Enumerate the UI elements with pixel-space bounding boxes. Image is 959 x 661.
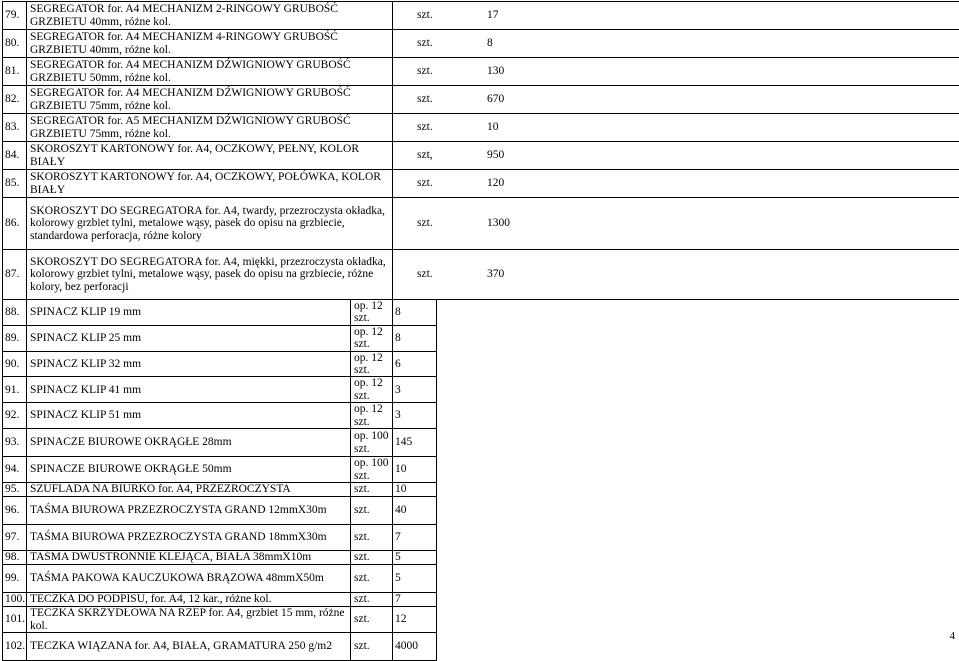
unit: szt.: [351, 551, 393, 565]
quantity: 370: [487, 268, 504, 280]
row-number: 89.: [3, 325, 27, 351]
quantity: 5: [393, 551, 437, 565]
blank-area: [437, 593, 943, 607]
row-number: 97.: [3, 525, 27, 551]
item-name: SPINACZ KLIP 41 mm: [27, 377, 351, 403]
quantity: 17: [487, 9, 499, 21]
unit: szt.: [417, 37, 487, 49]
item-name: SEGREGATOR for. A4 MECHANIZM 4-RINGOWY GRUBOŚĆ GRZBIETU 40mm, różne kol.: [27, 30, 393, 58]
blank-area: [437, 325, 943, 351]
unit: szt.: [417, 93, 487, 105]
blank-area: [437, 377, 943, 403]
blank-area: [437, 483, 943, 497]
table-row: [3, 525, 959, 551]
unit: op. 100 szt.: [351, 429, 393, 457]
unit-and-quantity: [393, 30, 959, 58]
quantity: 1300: [487, 217, 510, 229]
row-number: 88.: [3, 300, 27, 326]
table-row: [3, 607, 959, 633]
unit-and-quantity: [393, 2, 959, 30]
unit: op. 12 szt.: [351, 403, 393, 429]
item-name: SEGREGATOR for. A4 MECHANIZM DŹWIGNIOWY GRUBOŚĆ GRZBIETU 75mm, różne kol.: [27, 86, 393, 114]
item-name: TAŚMA BIUROWA PRZEZROCZYSTA GRAND 18mmX30m: [27, 525, 351, 551]
quantity: 10: [393, 457, 437, 483]
row-number: 85.: [3, 170, 27, 198]
item-name: SPINACZ KLIP 32 mm: [27, 351, 351, 377]
row-number: 90.: [3, 351, 27, 377]
table-row: [3, 377, 959, 403]
quantity: 130: [487, 65, 504, 77]
table-row: [3, 551, 959, 565]
quantity: 7: [393, 525, 437, 551]
unit-and-quantity: [393, 86, 959, 114]
table-row: [3, 198, 959, 250]
quantity: 7: [393, 593, 437, 607]
table-row: [3, 86, 959, 114]
blank-area: [437, 300, 943, 326]
row-number: 99.: [3, 565, 27, 593]
table-row: [3, 170, 959, 198]
table-row: [3, 593, 959, 607]
unit: op. 100 szt.: [351, 457, 393, 483]
blank-area: [437, 403, 943, 429]
item-name: SEGREGATOR for. A5 MECHANIZM DŹWIGNIOWY GRUBOŚĆ GRZBIETU 75mm, różne kol.: [27, 114, 393, 142]
unit: op. 12 szt.: [351, 351, 393, 377]
quantity: 8: [393, 300, 437, 326]
quantity: 6: [393, 351, 437, 377]
item-name: SZUFLADA NA BIURKO for. A4, PRZEZROCZYSTA: [27, 483, 351, 497]
quantity: 670: [487, 93, 504, 105]
table-row: [3, 633, 959, 661]
quantity: 10: [393, 483, 437, 497]
table-row: [3, 30, 959, 58]
quantity: 120: [487, 177, 504, 189]
quantity: 950: [487, 149, 504, 161]
item-name: SEGREGATOR for. A4 MECHANIZM DŹWIGNIOWY GRUBOŚĆ GRZBIETU 50mm, różne kol.: [27, 58, 393, 86]
unit: szt.: [351, 593, 393, 607]
blank-area: [437, 497, 943, 525]
quantity: 5: [393, 565, 437, 593]
unit: szt.: [351, 525, 393, 551]
blank-area: [437, 633, 943, 661]
row-number: 83.: [3, 114, 27, 142]
unit: szt.: [351, 565, 393, 593]
row-number: 80.: [3, 30, 27, 58]
unit-and-quantity: [393, 198, 959, 250]
table-row: [3, 565, 959, 593]
unit: szt.: [417, 65, 487, 77]
table-row: [3, 2, 959, 30]
table-row: [3, 300, 959, 326]
unit: op. 12 szt.: [351, 325, 393, 351]
item-name: SKOROSZYT KARTONOWY for. A4, OCZKOWY, POŁÓWKA, KOLOR BIAŁY: [27, 170, 393, 198]
blank-area: [437, 457, 943, 483]
row-number: 102.: [3, 633, 27, 661]
unit: szt.: [351, 497, 393, 525]
blank-area: [437, 565, 943, 593]
quantity: 8: [393, 325, 437, 351]
row-number: 96.: [3, 497, 27, 525]
unit: szt,: [417, 149, 487, 161]
row-number: 98.: [3, 551, 27, 565]
row-number: 93.: [3, 429, 27, 457]
quantity: 10: [487, 121, 499, 133]
row-number: 92.: [3, 403, 27, 429]
item-name: TECZKA DO PODPISU, for. A4, 12 kar., różne kol.: [27, 593, 351, 607]
unit-and-quantity: [393, 142, 959, 170]
table-row: [3, 114, 959, 142]
blank-area: [437, 525, 943, 551]
table-row: [3, 403, 959, 429]
unit: szt.: [351, 633, 393, 661]
item-name: SKOROSZYT DO SEGREGATORA for. A4, miękki, przezroczysta okładka, kolorowy grzbiet tylni, metalowe wąsy, pasek do opisu na grzbiecie, różne kolory, bez perforacji: [27, 250, 393, 300]
row-number: 95.: [3, 483, 27, 497]
blank-area: [437, 551, 943, 565]
unit-and-quantity: [393, 58, 959, 86]
quantity: 40: [393, 497, 437, 525]
quantity: 8: [487, 37, 493, 49]
row-number: 79.: [3, 2, 27, 30]
table-row: [3, 457, 959, 483]
row-number: 86.: [3, 198, 27, 250]
row-number: 101.: [3, 607, 27, 633]
row-number: 82.: [3, 86, 27, 114]
item-name: SPINACZ KLIP 19 mm: [27, 300, 351, 326]
item-name: SKOROSZYT DO SEGREGATORA for. A4, twardy, przezroczysta okładka, kolorowy grzbiet tylni, metalowe wąsy, pasek do opisu na grzbiecie, standardowa perforacja, różne kolory: [27, 198, 393, 250]
item-name: TAŚMA PAKOWA KAUCZUKOWA BRĄZOWA 48mmX50m: [27, 565, 351, 593]
item-name: TAŚMA BIUROWA PRZEZROCZYSTA GRAND 12mmX30m: [27, 497, 351, 525]
row-number: 84.: [3, 142, 27, 170]
table-row: [3, 497, 959, 525]
item-name: SEGREGATOR for. A4 MECHANIZM 2-RINGOWY GRUBOŚĆ GRZBIETU 40mm, różne kol.: [27, 2, 393, 30]
order-items-body: [3, 2, 959, 661]
row-number: 87.: [3, 250, 27, 300]
table-row: [3, 429, 959, 457]
item-name: SKOROSZYT KARTONOWY for. A4, OCZKOWY, PEŁNY, KOLOR BIAŁY: [27, 142, 393, 170]
item-name: TAŚMA DWUSTRONNIE KLEJĄCA, BIAŁA 38mmX10m: [27, 551, 351, 565]
blank-area: [437, 429, 943, 457]
unit: op. 12 szt.: [351, 377, 393, 403]
item-name: TECZKA SKRZYDŁOWA NA RZEP for. A4, grzbiet 15 mm, różne kol.: [27, 607, 351, 633]
unit: szt.: [417, 268, 487, 280]
row-number: 94.: [3, 457, 27, 483]
page-number: 4: [950, 630, 956, 642]
table-row: [3, 58, 959, 86]
quantity: 12: [393, 607, 437, 633]
row-number: 100.: [3, 593, 27, 607]
blank-area: [437, 351, 943, 377]
unit-and-quantity: [393, 114, 959, 142]
row-number: 91.: [3, 377, 27, 403]
unit-and-quantity: [393, 170, 959, 198]
unit: szt.: [417, 9, 487, 21]
quantity: 4000: [393, 633, 437, 661]
table-row: [3, 351, 959, 377]
unit: szt.: [417, 121, 487, 133]
item-name: SPINACZ KLIP 25 mm: [27, 325, 351, 351]
unit: szt.: [417, 177, 487, 189]
row-number: 81.: [3, 58, 27, 86]
blank-area: [437, 607, 943, 633]
unit-and-quantity: [393, 250, 959, 300]
quantity: 145: [393, 429, 437, 457]
unit: szt.: [351, 607, 393, 633]
table-row: [3, 142, 959, 170]
unit: szt.: [417, 217, 487, 229]
unit: op. 12 szt.: [351, 300, 393, 326]
table-row: [3, 250, 959, 300]
table-row: [3, 325, 959, 351]
item-name: SPINACZ KLIP 51 mm: [27, 403, 351, 429]
order-items-table: [2, 1, 959, 661]
item-name: SPINACZE BIUROWE OKRĄGŁE 28mm: [27, 429, 351, 457]
item-name: SPINACZE BIUROWE OKRĄGŁE 50mm: [27, 457, 351, 483]
unit: szt.: [351, 483, 393, 497]
quantity: 3: [393, 403, 437, 429]
quantity: 3: [393, 377, 437, 403]
table-row: [3, 483, 959, 497]
item-name: TECZKA WIĄZANA for. A4, BIAŁA, GRAMATURA 250 g/m2: [27, 633, 351, 661]
